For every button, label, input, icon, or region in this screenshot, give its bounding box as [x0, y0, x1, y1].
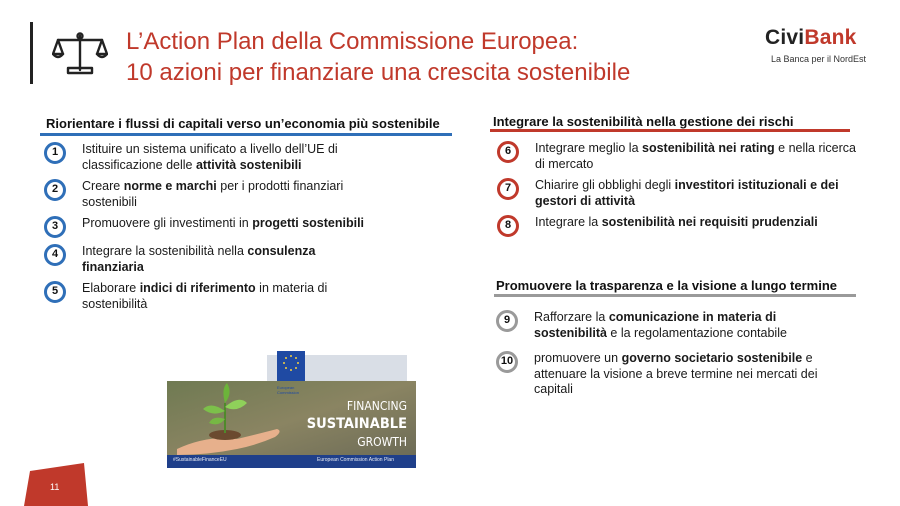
action-item-8 — [497, 215, 867, 237]
title-line-1: L’Action Plan della Commissione Europea: — [126, 28, 579, 55]
action-number-badge: 5 — [44, 281, 66, 303]
banner-title — [297, 397, 407, 451]
section3-rule — [494, 294, 856, 297]
action-item-9 — [496, 310, 836, 341]
banner-hashtag: #SustainableFinanceEU — [173, 457, 227, 463]
ec-label-line2: Commission — [277, 390, 300, 395]
ec-label-line1: European — [277, 385, 295, 390]
action-item-3 — [44, 216, 374, 238]
action-number-badge: 8 — [497, 215, 519, 237]
action-item-4 — [44, 244, 374, 275]
title-line-2: 10 azioni per finanziare una crescita sostenibile — [126, 59, 631, 86]
action-text: Chiarire gli obblighi degli investitori istituzionali e dei gestori di attività — [535, 178, 839, 208]
section2-rule — [490, 129, 850, 132]
action-number-badge: 4 — [44, 244, 66, 266]
action-number-badge: 10 — [496, 351, 518, 373]
financing-sustainable-growth-banner — [167, 337, 416, 468]
banner-caption: European Commission Action Plan — [317, 457, 394, 463]
section1-rule — [40, 133, 452, 136]
title-accent-bar — [30, 22, 33, 84]
action-text: promuovere un governo societario sostenibile e attenuare la visione a breve termine nei mercati dei capitali — [534, 351, 818, 396]
balance-scale-icon — [52, 30, 108, 76]
logo-wordmark-part1: Civi — [765, 26, 805, 49]
action-number-badge: 7 — [497, 178, 519, 200]
section3-list — [496, 310, 836, 398]
logo-tagline: La Banca per il NordEst — [771, 54, 867, 64]
action-number-badge: 2 — [44, 179, 66, 201]
action-item-1 — [44, 142, 374, 173]
action-text: Elaborare indici di riferimento in materia di sostenibilità — [82, 281, 328, 311]
civibank-logo — [765, 26, 875, 70]
action-text: Integrare la sostenibilità nei requisiti prudenziali — [535, 215, 818, 229]
action-item-2 — [44, 179, 374, 210]
action-item-6 — [497, 141, 867, 172]
banner-title-line2: SUSTAINABLE — [306, 416, 407, 432]
section1-heading: Riorientare i flussi di capitali verso un’economia più sostenibile — [46, 116, 440, 131]
action-text: Istituire un sistema unificato a livello dell’UE di classificazione delle attività sostenibili — [82, 142, 338, 172]
action-text: Rafforzare la comunicazione in materia di sostenibilità e la regolamentazione contabile — [534, 310, 787, 340]
action-text: Promuovere gli investimenti in progetti sostenibili — [82, 216, 365, 230]
action-number-badge: 3 — [44, 216, 66, 238]
action-text: Integrare meglio la sostenibilità nei rating e nella ricerca di mercato — [535, 141, 856, 171]
ec-label — [277, 385, 299, 395]
page-number: 11 — [50, 482, 60, 492]
action-item-5 — [44, 281, 374, 312]
page-title — [126, 26, 630, 88]
banner-title-line3: GROWTH — [357, 435, 407, 449]
action-number-badge: 6 — [497, 141, 519, 163]
logo-wordmark — [765, 26, 856, 50]
section2-heading: Integrare la sostenibilità nella gestione dei rischi — [493, 114, 794, 129]
action-number-badge: 1 — [44, 142, 66, 164]
section1-list — [44, 142, 374, 312]
action-text: Integrare la sostenibilità nella consulenza finanziaria — [82, 244, 316, 274]
action-text: Creare norme e marchi per i prodotti finanziari sostenibili — [82, 179, 344, 209]
action-item-7 — [497, 178, 867, 209]
action-number-badge: 9 — [496, 310, 518, 332]
banner-title-line1: FINANCING — [346, 399, 407, 413]
section3-heading: Promuovere la trasparenza e la visione a lungo termine — [496, 278, 838, 293]
action-item-10 — [496, 351, 836, 398]
logo-wordmark-part2: Bank — [804, 26, 857, 49]
section2-list — [497, 141, 867, 237]
